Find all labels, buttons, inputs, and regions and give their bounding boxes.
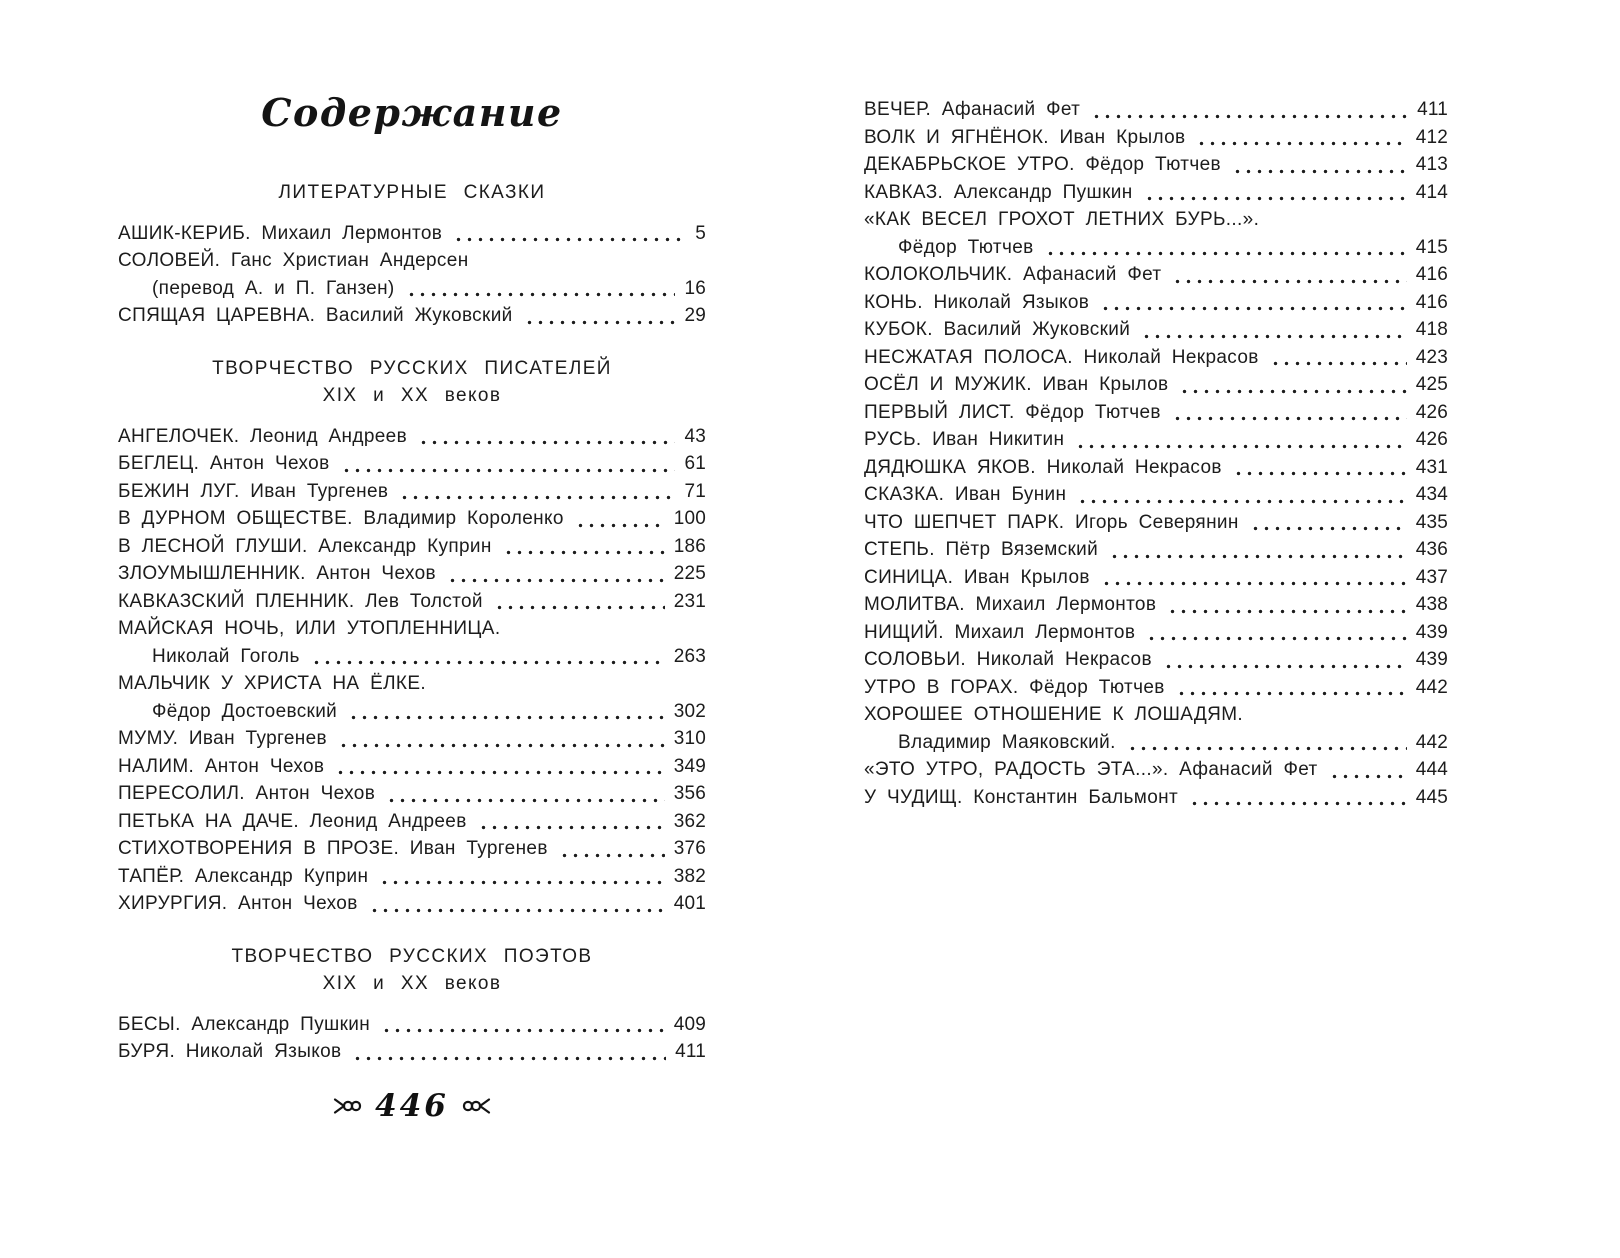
toc-entry-line — [118, 1011, 706, 1039]
toc-entry-line — [864, 399, 1448, 427]
dot-leader — [1179, 371, 1406, 399]
toc-entry — [864, 564, 1448, 592]
toc-entry-line — [118, 560, 706, 588]
toc-entry — [864, 674, 1448, 702]
toc-entry — [864, 591, 1448, 619]
toc-entry-text: МАЙСКАЯ НОЧЬ, ИЛИ УТОПЛЕННИЦА. — [118, 618, 501, 639]
toc-entry-line — [864, 261, 1448, 289]
section-heading — [118, 943, 706, 998]
toc-page-number: 411 — [1417, 99, 1448, 120]
left-column-entries — [118, 179, 706, 1066]
toc-entry — [118, 615, 706, 670]
dot-leader — [1167, 591, 1406, 619]
toc-entry-text: ВЕЧЕР. Афанасий Фет — [864, 99, 1081, 120]
toc-entry-line — [118, 670, 706, 698]
ornament-icon — [461, 1096, 491, 1116]
dot-leader — [1109, 536, 1407, 564]
toc-page-number: 5 — [695, 222, 706, 244]
dot-leader — [348, 698, 665, 726]
toc-page-number: 413 — [1415, 154, 1448, 175]
toc-page-number: 71 — [684, 480, 706, 502]
dot-leader — [311, 643, 665, 671]
toc-page-number: 444 — [1415, 759, 1448, 780]
toc-entry — [118, 450, 706, 478]
toc-page-number: 439 — [1415, 649, 1448, 670]
toc-entry-text: В ДУРНОМ ОБЩЕСТВЕ. Владимир Короленко — [118, 508, 564, 529]
toc-entry-line — [118, 220, 706, 248]
toc-entry-text: ОСЁЛ И МУЖИК. Иван Крылов — [864, 374, 1169, 395]
toc-entry — [864, 756, 1448, 784]
toc-entry-line — [118, 863, 706, 891]
toc-page-number: 362 — [673, 810, 706, 832]
toc-entry-line — [118, 835, 706, 863]
toc-entry — [118, 588, 706, 616]
toc-entry-text: Фёдор Достоевский — [152, 700, 338, 722]
toc-entry-text: СОЛОВЬИ. Николай Некрасов — [864, 649, 1152, 670]
toc-page-number: 412 — [1415, 126, 1448, 148]
toc-entry-line — [118, 275, 706, 303]
toc-entry-text: КОНЬ. Николай Языков — [864, 291, 1090, 313]
toc-entry-line — [864, 701, 1448, 729]
toc-entry — [118, 1011, 706, 1039]
toc-entry-line — [864, 536, 1448, 564]
toc-entry — [864, 179, 1448, 207]
toc-entry — [864, 454, 1448, 482]
toc-page-number: 442 — [1415, 676, 1448, 698]
dot-leader — [1232, 151, 1407, 179]
toc-entry-line — [118, 505, 706, 533]
toc-entry-text: Николай Гоголь — [152, 645, 300, 667]
toc-entry-line — [864, 509, 1448, 537]
dot-leader — [1329, 756, 1407, 784]
toc-entry-line — [864, 619, 1448, 647]
toc-entry — [118, 302, 706, 330]
toc-page-number: 415 — [1415, 236, 1448, 258]
dot-leader — [494, 588, 665, 616]
toc-page-number: 414 — [1415, 181, 1448, 203]
toc-page-number: 100 — [673, 508, 706, 529]
dot-leader — [1172, 261, 1406, 289]
toc-entry-line — [118, 725, 706, 753]
footer-page-number: 446 — [375, 1087, 449, 1124]
toc-entry — [118, 670, 706, 725]
toc-entry-text: КАВКАЗСКИЙ ПЛЕННИК. Лев Толстой — [118, 590, 483, 612]
dot-leader — [386, 780, 665, 808]
toc-entry-text: ХИРУРГИЯ. Антон Чехов — [118, 893, 358, 914]
toc-entry-text: БУРЯ. Николай Языков — [118, 1041, 342, 1062]
section-heading-line: XIX и XX веков — [322, 385, 502, 406]
dot-leader — [1250, 509, 1407, 537]
toc-entry-text: НЕСЖАТАЯ ПОЛОСА. Николай Некрасов — [864, 346, 1259, 368]
toc-entry — [864, 536, 1448, 564]
toc-entry-text: ВОЛК И ЯГНЁНОК. Иван Крылов — [864, 126, 1186, 148]
toc-entry-text: НИЩИЙ. Михаил Лермонтов — [864, 621, 1136, 643]
toc-entry-text: КОЛОКОЛЬЧИК. Афанасий Фет — [864, 264, 1162, 285]
toc-entry-text: КУБОК. Василий Жуковский — [864, 319, 1131, 340]
toc-entry-text: СТИХОТВОРЕНИЯ В ПРОЗЕ. Иван Тургенев — [118, 838, 548, 859]
dot-leader — [503, 533, 665, 561]
section-heading-line: ТВОРЧЕСТВО РУССКИХ ПИСАТЕЛЕЙ — [212, 357, 612, 379]
toc-entry-text: ЧТО ШЕПЧЕТ ПАРК. Игорь Северянин — [864, 511, 1239, 533]
toc-entry — [118, 220, 706, 248]
toc-page-number: 423 — [1415, 346, 1448, 368]
toc-entry-text: В ЛЕСНОЙ ГЛУШИ. Александр Куприн — [118, 535, 492, 557]
dot-leader — [1233, 454, 1407, 482]
toc-entry — [118, 423, 706, 451]
right-column — [864, 90, 1448, 811]
toc-entry-line — [118, 247, 706, 275]
toc-entry — [864, 344, 1448, 372]
toc-entry-text: МАЛЬЧИК У ХРИСТА НА ЁЛКЕ. — [118, 673, 426, 694]
toc-entry-line — [118, 450, 706, 478]
toc-entry-text: БЕСЫ. Александр Пушкин — [118, 1013, 371, 1035]
dot-leader — [1045, 234, 1407, 262]
toc-page-number: 43 — [684, 425, 706, 447]
toc-entry-line — [864, 316, 1448, 344]
toc-entry — [864, 124, 1448, 152]
dot-leader — [1163, 646, 1407, 674]
toc-entry-text: БЕГЛЕЦ. Антон Чехов — [118, 453, 330, 474]
dot-leader — [1146, 619, 1406, 647]
toc-entry-line — [118, 890, 706, 918]
toc-page-number: 436 — [1415, 539, 1448, 560]
toc-entry-line — [118, 478, 706, 506]
toc-entry-line — [864, 481, 1448, 509]
toc-entry — [864, 646, 1448, 674]
toc-entry-line — [864, 454, 1448, 482]
dot-leader — [1101, 564, 1407, 592]
toc-page-number: 409 — [673, 1013, 706, 1035]
toc-entry-line — [864, 96, 1448, 124]
toc-page-number: 302 — [673, 700, 706, 722]
toc-entry-text: ПЕРВЫЙ ЛИСТ. Фёдор Тютчев — [864, 401, 1161, 423]
dot-leader — [1077, 481, 1406, 509]
toc-entry — [864, 784, 1448, 812]
toc-entry — [864, 509, 1448, 537]
dot-leader — [381, 1011, 665, 1039]
toc-entry — [118, 753, 706, 781]
toc-entry — [118, 890, 706, 918]
toc-page-number: 401 — [673, 893, 706, 914]
right-column-entries — [864, 96, 1448, 811]
section-heading-line: XIX и XX веков — [322, 973, 502, 994]
toc-page-number: 437 — [1415, 566, 1448, 588]
toc-entry-text: БЕЖИН ЛУГ. Иван Тургенев — [118, 480, 389, 502]
toc-page-number: 435 — [1415, 511, 1448, 533]
toc-entry-text: СОЛОВЕЙ. Ганс Христиан Андерсен — [118, 250, 469, 271]
toc-entry-line — [864, 124, 1448, 152]
dot-leader — [1196, 124, 1406, 152]
toc-page-number: 416 — [1415, 291, 1448, 313]
toc-entry — [864, 701, 1448, 756]
toc-entry-text: ТАПЁР. Александр Куприн — [118, 865, 369, 887]
toc-entry — [864, 371, 1448, 399]
toc-entry-text: СПЯЩАЯ ЦАРЕВНА. Василий Жуковский — [118, 305, 513, 326]
toc-entry — [118, 725, 706, 753]
toc-page-number: 439 — [1415, 621, 1448, 643]
toc-entry — [864, 619, 1448, 647]
toc-page-number: 438 — [1415, 594, 1448, 615]
dot-leader — [1127, 729, 1407, 757]
toc-page-number: 434 — [1415, 484, 1448, 505]
toc-page-number: 411 — [675, 1041, 706, 1062]
toc-entry-line — [864, 426, 1448, 454]
toc-entry-text: МОЛИТВА. Михаил Лермонтов — [864, 594, 1157, 615]
toc-entry — [864, 316, 1448, 344]
toc-page-number: 231 — [673, 590, 706, 612]
toc-page-number: 349 — [673, 755, 706, 777]
toc-entry-text: (перевод А. и П. Ганзен) — [152, 277, 395, 299]
toc-entry-text: МУМУ. Иван Тургенев — [118, 728, 327, 749]
toc-page-number: 382 — [673, 865, 706, 887]
toc-entry-text: ДЕКАБРЬСКОЕ УТРО. Фёдор Тютчев — [864, 154, 1221, 175]
toc-entry-text: СКАЗКА. Иван Бунин — [864, 484, 1067, 505]
toc-entry — [118, 835, 706, 863]
toc-entry-text: СТЕПЬ. Пётр Вяземский — [864, 539, 1099, 560]
toc-entry-text: СИНИЦА. Иван Крылов — [864, 566, 1090, 588]
ornament-icon — [333, 1096, 363, 1116]
toc-entry — [118, 505, 706, 533]
dot-leader — [478, 808, 665, 836]
toc-entry-line — [118, 588, 706, 616]
dot-leader — [406, 275, 676, 303]
dot-leader — [379, 863, 664, 891]
toc-entry-line — [864, 564, 1448, 592]
toc-entry — [118, 863, 706, 891]
toc-entry-line — [118, 643, 706, 671]
toc-entry — [118, 533, 706, 561]
toc-entry — [864, 399, 1448, 427]
toc-page-number: 186 — [673, 535, 706, 557]
toc-entry-line — [864, 179, 1448, 207]
toc-entry-line — [864, 756, 1448, 784]
dot-leader — [1141, 316, 1406, 344]
toc-entry-line — [118, 615, 706, 643]
toc-page-number: 16 — [684, 277, 706, 299]
toc-entry-text: АНГЕЛОЧЕК. Леонид Андреев — [118, 425, 408, 447]
toc-entry-text: «КАК ВЕСЕЛ ГРОХОТ ЛЕТНИХ БУРЬ...». — [864, 209, 1260, 230]
toc-entry-text: ХОРОШЕЕ ОТНОШЕНИЕ К ЛОШАДЯМ. — [864, 704, 1243, 725]
toc-entry-line — [864, 729, 1448, 757]
toc-page-number: 442 — [1415, 731, 1448, 753]
toc-entry — [864, 96, 1448, 124]
page-footer — [118, 1088, 706, 1124]
toc-page-number: 376 — [673, 838, 706, 859]
dot-leader — [524, 302, 676, 330]
dot-leader — [341, 450, 676, 478]
toc-entry-line — [864, 646, 1448, 674]
toc-entry-line — [118, 302, 706, 330]
toc-entry-line — [864, 371, 1448, 399]
toc-entry-line — [118, 808, 706, 836]
dot-leader — [1075, 426, 1406, 454]
toc-entry-line — [864, 289, 1448, 317]
left-column — [118, 90, 706, 1124]
toc-page-number: 418 — [1415, 319, 1448, 340]
toc-entry-text: АШИК-КЕРИБ. Михаил Лермонтов — [118, 222, 443, 244]
toc-entry — [118, 247, 706, 302]
toc-entry-line — [118, 533, 706, 561]
toc-page-number: 426 — [1415, 401, 1448, 423]
section-heading — [118, 355, 706, 410]
toc-page-number: 225 — [673, 563, 706, 584]
dot-leader — [1176, 674, 1407, 702]
section-heading — [118, 179, 706, 207]
toc-entry — [864, 289, 1448, 317]
page-title: Содержание — [261, 90, 563, 135]
toc-page-number: 416 — [1415, 264, 1448, 285]
dot-leader — [1172, 399, 1407, 427]
toc-entry-line — [864, 151, 1448, 179]
dot-leader — [559, 835, 665, 863]
toc-entry — [118, 808, 706, 836]
toc-page-number: 431 — [1415, 456, 1448, 478]
toc-page-number: 61 — [684, 453, 706, 474]
toc-entry-line — [118, 753, 706, 781]
dot-leader — [352, 1038, 666, 1066]
dot-leader — [399, 478, 675, 506]
toc-page-number: 29 — [684, 305, 706, 326]
dot-leader — [335, 753, 664, 781]
toc-entry — [118, 560, 706, 588]
toc-entry — [118, 478, 706, 506]
dot-leader — [1270, 344, 1407, 372]
toc-entry-line — [864, 784, 1448, 812]
toc-page-number: 263 — [673, 645, 706, 667]
section-heading-line: ТВОРЧЕСТВО РУССКИХ ПОЭТОВ — [231, 945, 593, 967]
toc-entry — [864, 481, 1448, 509]
dot-leader — [453, 220, 686, 248]
dot-leader — [1189, 784, 1407, 812]
toc-entry — [864, 261, 1448, 289]
toc-entry-line — [864, 591, 1448, 619]
toc-entry — [864, 206, 1448, 261]
toc-entry — [864, 151, 1448, 179]
dot-leader — [1100, 289, 1406, 317]
toc-entry-text: КАВКАЗ. Александр Пушкин — [864, 181, 1133, 203]
dot-leader — [369, 890, 665, 918]
toc-entry-text: Владимир Маяковский. — [898, 731, 1116, 753]
toc-page-number: 426 — [1415, 429, 1448, 450]
toc-entry-text: ЗЛОУМЫШЛЕННИК. Антон Чехов — [118, 563, 436, 584]
toc-entry-text: ДЯДЮШКА ЯКОВ. Николай Некрасов — [864, 456, 1222, 478]
toc-entry — [118, 780, 706, 808]
dot-leader — [338, 725, 665, 753]
toc-entry-line — [864, 234, 1448, 262]
toc-entry-text: У ЧУДИЩ. Константин Бальмонт — [864, 786, 1179, 808]
toc-page-number: 425 — [1415, 374, 1448, 395]
dot-leader — [447, 560, 665, 588]
toc-page-number: 445 — [1415, 786, 1448, 808]
toc-entry-line — [118, 780, 706, 808]
toc-entry-line — [118, 698, 706, 726]
toc-entry-line — [864, 206, 1448, 234]
toc-entry-text: ПЕТЬКА НА ДАЧЕ. Леонид Андреев — [118, 810, 467, 832]
toc-entry-line — [118, 423, 706, 451]
toc-entry-text: «ЭТО УТРО, РАДОСТЬ ЭТА...». Афанасий Фет — [864, 759, 1318, 780]
toc-entry — [864, 426, 1448, 454]
dot-leader — [1091, 96, 1408, 124]
toc-entry-text: ПЕРЕСОЛИЛ. Антон Чехов — [118, 783, 376, 804]
toc-entry-line — [864, 674, 1448, 702]
toc-entry-text: НАЛИМ. Антон Чехов — [118, 755, 325, 777]
section-heading-line: ЛИТЕРАТУРНЫЕ СКАЗКИ — [278, 182, 546, 203]
toc-page-number: 356 — [673, 783, 706, 804]
toc-entry-line — [118, 1038, 706, 1066]
toc-entry — [118, 1038, 706, 1066]
toc-entry-text: УТРО В ГОРАХ. Фёдор Тютчев — [864, 676, 1165, 698]
toc-entry-text: РУСЬ. Иван Никитин — [864, 429, 1065, 450]
dot-leader — [575, 505, 665, 533]
toc-page-number: 310 — [673, 728, 706, 749]
toc-entry-line — [864, 344, 1448, 372]
dot-leader — [1144, 179, 1407, 207]
dot-leader — [418, 423, 675, 451]
toc-entry-text: Фёдор Тютчев — [898, 236, 1034, 258]
